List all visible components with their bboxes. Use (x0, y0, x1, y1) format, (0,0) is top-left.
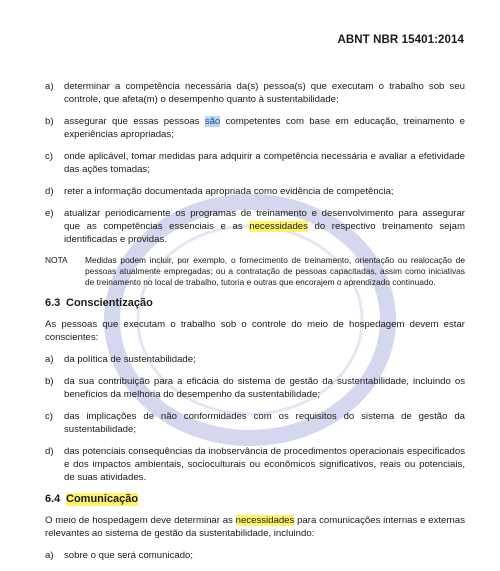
list-item-b (45, 115, 465, 141)
section-title-highlighted: Comunicação (66, 493, 139, 505)
document-body (45, 80, 465, 571)
list-text: assegurar que essas pessoas são competentes com base em educação, treinamento e experiências apropriadas; (64, 116, 465, 140)
list-item-c (45, 150, 465, 176)
list-text: reter a informação documentada apropriada como evidência de competência; (64, 186, 394, 197)
list-label: a) (45, 550, 54, 561)
highlighted-word-necessidades: necessidades (249, 221, 308, 232)
note-block (45, 255, 465, 288)
list-text: da política de sustentabilidade; (64, 354, 196, 365)
list-text: das potenciais consequências da inobservância de procedimentos operacionais especificados e dos impactos ambientais, socioculturais ou econômicos significativos, reais ou potenciais, de suas atividades. (64, 446, 465, 483)
list-text: onde aplicável, tomar medidas para adquirir a competência necessária e avaliar a efetividade das ações tomadas; (64, 151, 465, 175)
list-text: sobre o que será comunicado; (64, 550, 194, 561)
list-label: d) (45, 446, 54, 457)
list-item-d (45, 185, 465, 198)
list-label: a) (45, 354, 54, 365)
list-item-b (45, 375, 465, 401)
list-item-e (45, 207, 465, 246)
list-label: c) (45, 151, 53, 162)
standard-code-header: ABNT NBR 15401:2014 (337, 34, 464, 46)
list-item-a (45, 353, 465, 366)
list-label: a) (45, 81, 54, 92)
section-intro: O meio de hospedagem deve determinar as necessidades para comunicações internas e externas relevantes ao sistema de gestão da sustentabilidade, incluindo: (45, 515, 465, 539)
list-item-c (45, 410, 465, 436)
section-heading-6-3 (45, 297, 465, 310)
list-item-a (45, 80, 465, 106)
list-item-a (45, 549, 465, 562)
list-label: c) (45, 411, 53, 422)
list-text: determinar a competência necessária da(s) pessoa(s) que executam o trabalho sob seu controle, que afeta(m) o desempenho quanto à sustentabilidade; (64, 81, 465, 105)
list-label: d) (45, 186, 54, 197)
section-intro: As pessoas que executam o trabalho sob o controle do meio de hospedagem devem estar conscientes: (45, 319, 465, 343)
list-label: b) (45, 376, 54, 387)
note-label: NOTA (45, 255, 68, 265)
list-text: das implicações de não conformidades com os requisitos do sistema de gestão da sustentabilidade; (64, 411, 465, 435)
list-label: e) (45, 208, 54, 219)
note-text: Medidas podem incluir, por exemplo, o fornecimento de treinamento, orientação ou realocação de pessoas atualmente empregadas; ou a contratação de pessoas capacitadas, assim como iniciativas de treinamento no local de trabalho, tutoria e outras que encorajem o aprendizado continuado. (85, 255, 465, 287)
list-item-d (45, 445, 465, 484)
section-number: 6.3 (45, 297, 61, 309)
list-label: b) (45, 116, 54, 127)
list-text: atualizar periodicamente os programas de treinamento e desenvolvimento para assegurar que as competências essenciais e as necessidades do respectivo treinamento sejam identificadas e providas. (64, 208, 466, 245)
highlighted-word-sao: são (204, 116, 221, 127)
list-text: da sua contribuição para a eficácia do sistema de gestão da sustentabilidade, incluindo os benefícios da melhoria do desempenho da sustentabilidade; (64, 376, 465, 400)
section-number: 6.4 (45, 493, 61, 505)
highlighted-word-necessidades: necessidades (235, 515, 295, 526)
section-title: Conscientização (66, 297, 153, 309)
